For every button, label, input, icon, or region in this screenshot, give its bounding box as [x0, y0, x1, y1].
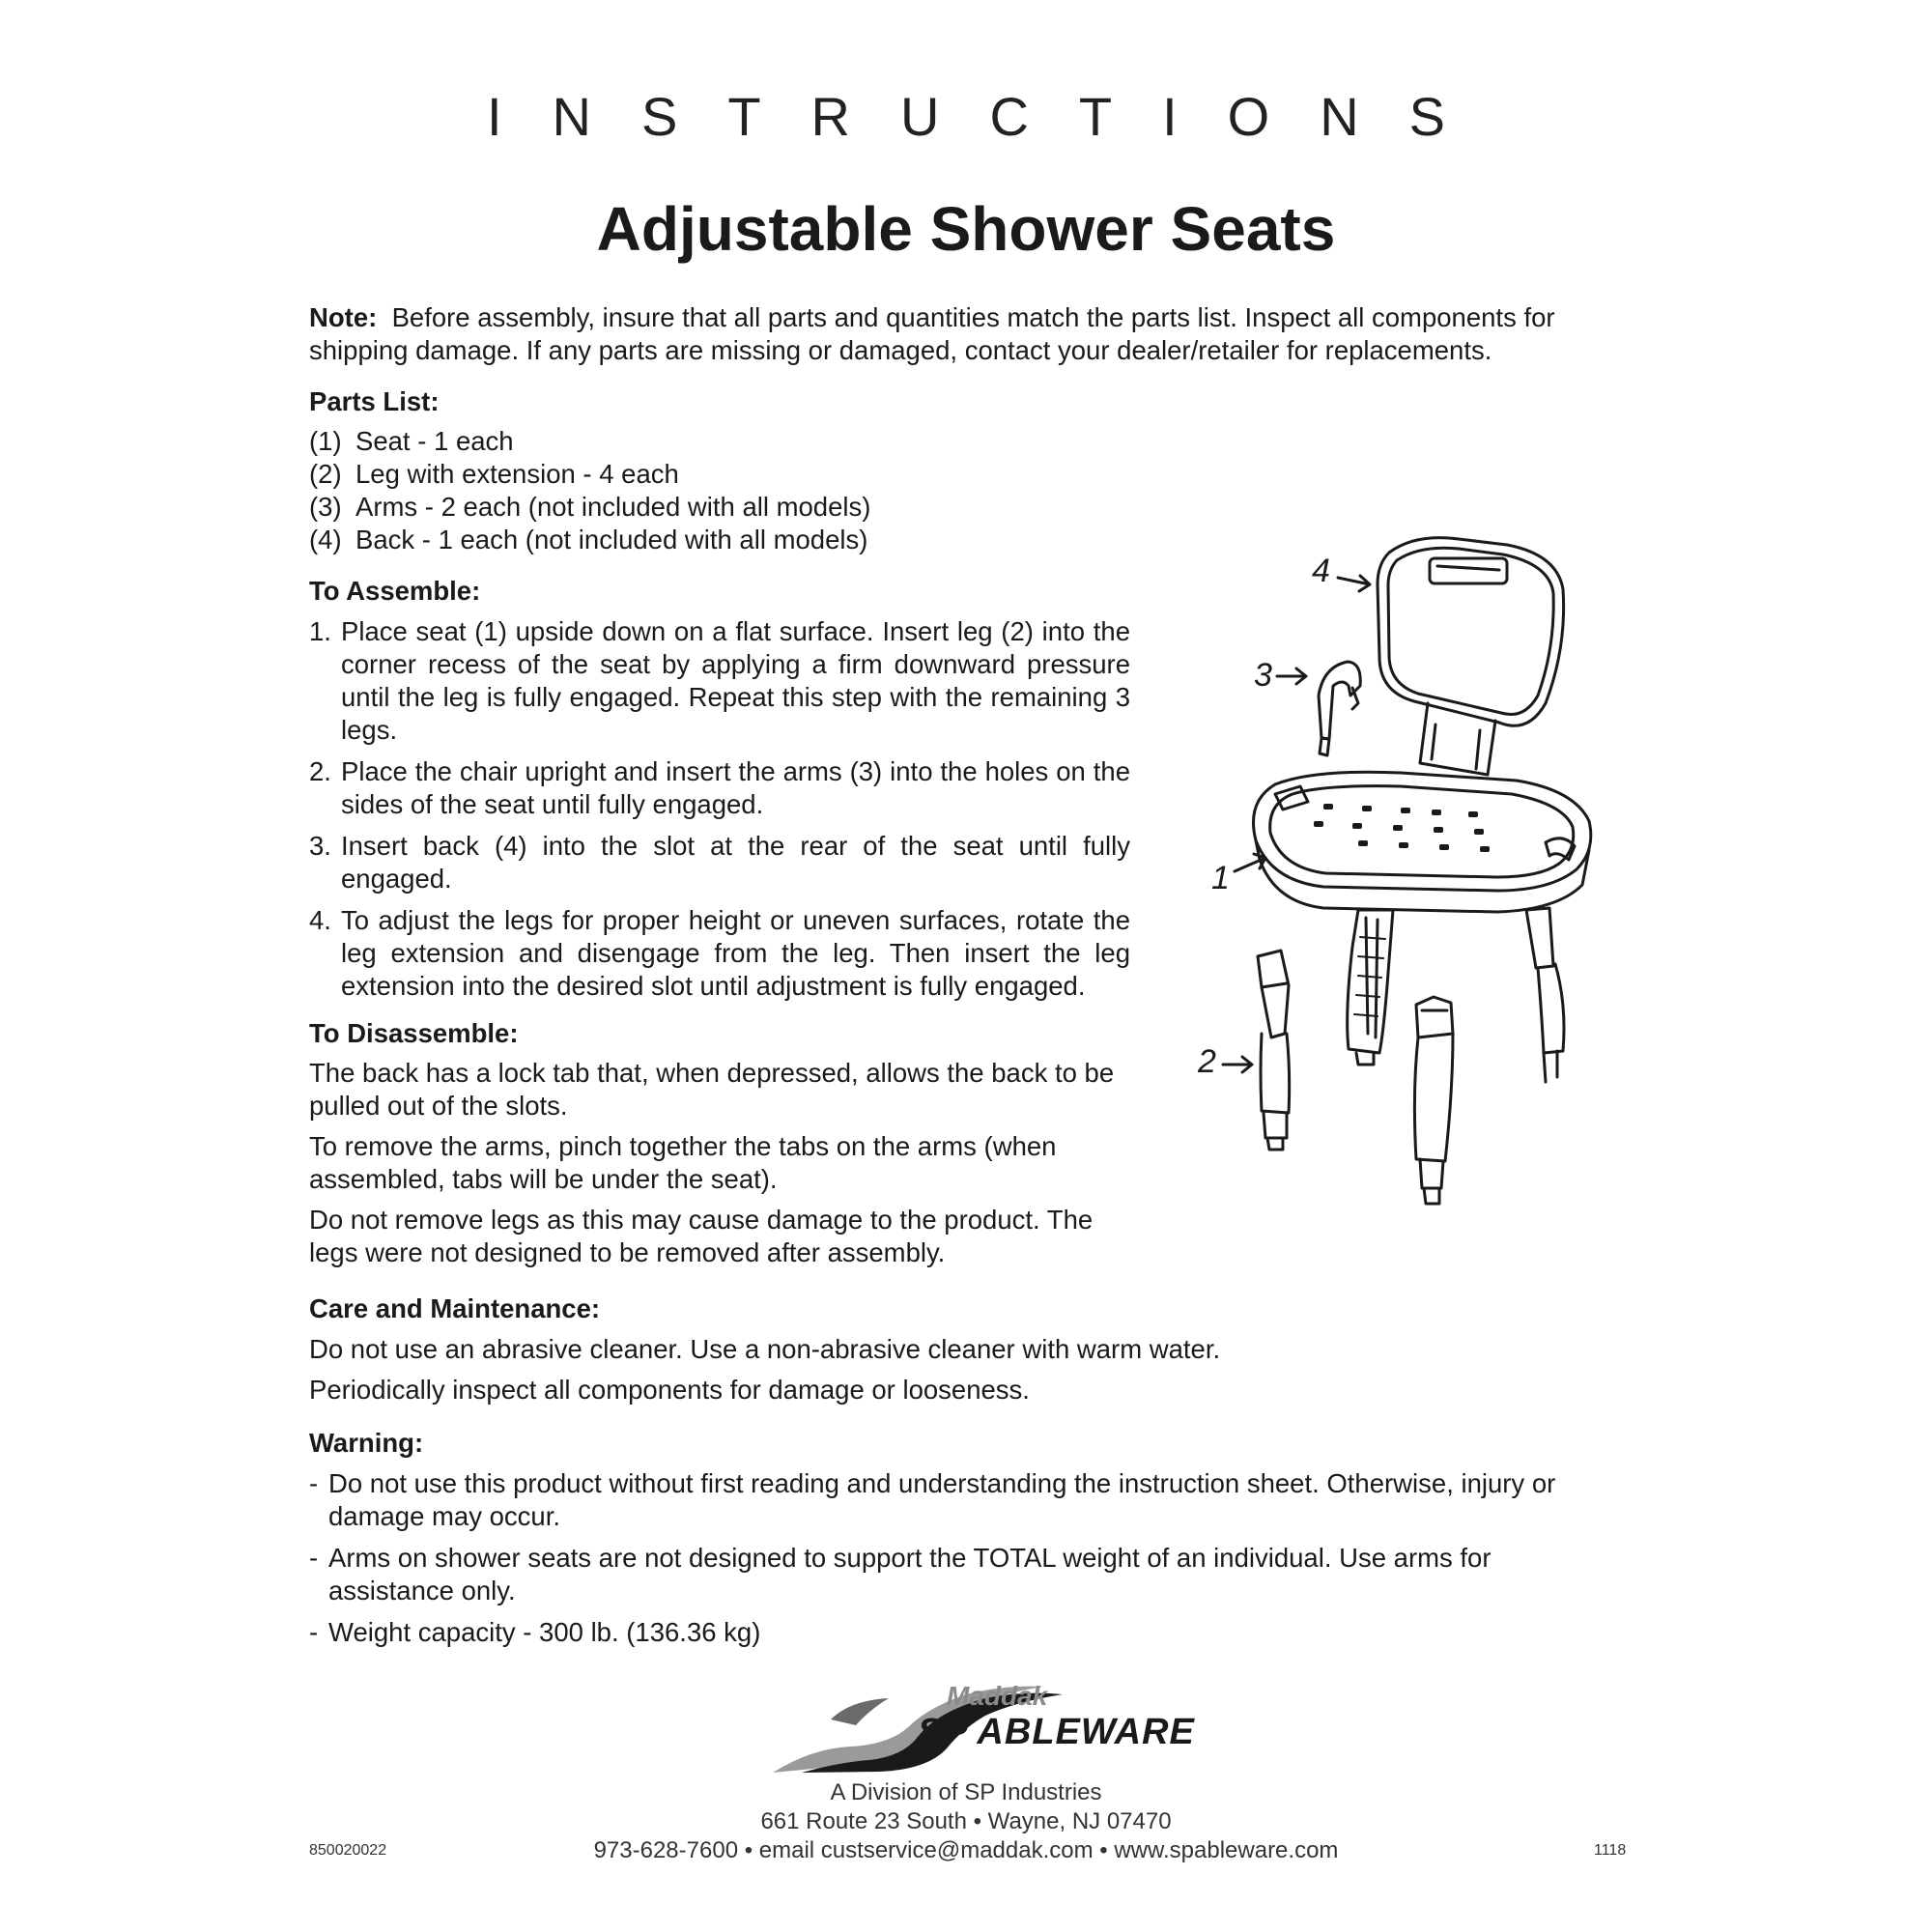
warning-item: - Weight capacity - 300 lb. (136.36 kg) [309, 1617, 761, 1647]
warning-item: - Do not use this product without first reading and understanding the instruction sheet. Otherwise, injury or damage may occur. [309, 1468, 1556, 1531]
disassemble-paragraph: To remove the arms, pinch together the tabs on the arms (when assembled, tabs will be under the seat). [309, 1131, 1057, 1194]
seat-back-part [1378, 538, 1564, 775]
callout-1: 1 [1211, 860, 1230, 896]
warning-heading: Warning: [309, 1428, 424, 1458]
leg-front-center [1414, 997, 1453, 1204]
page-title: Adjustable Shower Seats [596, 194, 1336, 264]
disassemble-heading: To Disassemble: [309, 1018, 519, 1048]
maddak-wordmark: Maddak [947, 1681, 1048, 1711]
disassemble-text [309, 1057, 1130, 1277]
assemble-step: 3. Insert back (4) into the slot at the rear of the seat until fully engaged. [309, 831, 1130, 894]
address-line: 661 Route 23 South • Wayne, NJ 07470 [760, 1808, 1172, 1834]
callout-2: 2 [1198, 1043, 1216, 1080]
disassemble-paragraph: The back has a lock tab that, when depressed, allows the back to be pulled out of the slots. [309, 1058, 1115, 1121]
parts-item: (4) Back - 1 each (not included with all models) [309, 525, 868, 554]
seat-drain-holes [1314, 804, 1490, 852]
warning-list [309, 1467, 1584, 1658]
care-heading: Care and Maintenance: [309, 1293, 601, 1323]
contact-line: 973-628-7600 • email custservice@maddak.com • www.spableware.com [593, 1837, 1339, 1863]
seat-part [1254, 772, 1591, 912]
leg-back-left [1348, 910, 1393, 1065]
assemble-step: 4. To adjust the legs for proper height or uneven surfaces, rotate the leg extension and disengage from the leg. Then insert the leg extension into the desired slot until adjustment is fully engaged. [309, 905, 1130, 1001]
note-paragraph [309, 301, 1642, 367]
seat-arm-part [1319, 662, 1360, 755]
document-code: 850020022 [309, 1842, 387, 1859]
callout-arrow-2 [1223, 1057, 1252, 1072]
division-line: A Division of SP Industries [830, 1779, 1102, 1805]
warning-item: - Arms on shower seats are not designed to support the TOTAL weight of an individual. Use arms for assistance only. [309, 1543, 1492, 1605]
parts-list [309, 425, 870, 556]
leg-back-right [1526, 908, 1564, 1082]
assemble-steps [309, 615, 1130, 1011]
callout-arrow-4 [1338, 576, 1370, 591]
callout-3: 3 [1254, 657, 1272, 694]
parts-item: (2) Leg with extension - 4 each [309, 459, 679, 489]
sp-ableware-wordmark: SP ABLEWARE [918, 1712, 1195, 1752]
assemble-heading: To Assemble: [309, 576, 481, 606]
care-paragraph: Periodically inspect all components for damage or looseness. [309, 1375, 1030, 1405]
callout-arrow-3 [1277, 668, 1306, 684]
parts-list-heading: Parts List: [309, 386, 440, 416]
parts-item: (3) Arms - 2 each (not included with all models) [309, 492, 871, 522]
assemble-step: 2. Place the chair upright and insert the arms (3) into the holes on the sides of the seat until fully engaged. [309, 756, 1130, 819]
parts-item: (1) Seat - 1 each [309, 426, 514, 456]
assemble-step: 1. Place seat (1) upside down on a flat surface. Insert leg (2) into the corner recess of the seat by applying a firm downward pressure until the leg is fully engaged. Repeat this step with the remaining 3 legs. [309, 616, 1130, 745]
disassemble-paragraph: Do not remove legs as this may cause damage to the product. The legs were not designed to be removed after assembly. [309, 1205, 1094, 1267]
leg-front-left [1258, 951, 1290, 1150]
note-text: Before assembly, insure that all parts and quantities match the parts list. Inspect all components for shipping damage. If any parts are missing or damaged, contact your dealer/retailer for replacements. [309, 302, 1555, 365]
care-text [309, 1333, 1642, 1414]
callout-4: 4 [1312, 553, 1330, 589]
instructions-kicker: INSTRUCTIONS [487, 86, 1495, 147]
shower-seat-illustration [1179, 531, 1623, 1227]
care-paragraph: Do not use an abrasive cleaner. Use a non-abrasive cleaner with warm water. [309, 1334, 1221, 1364]
revision-code: 1118 [1594, 1842, 1627, 1859]
note-label: Note: [309, 302, 378, 332]
